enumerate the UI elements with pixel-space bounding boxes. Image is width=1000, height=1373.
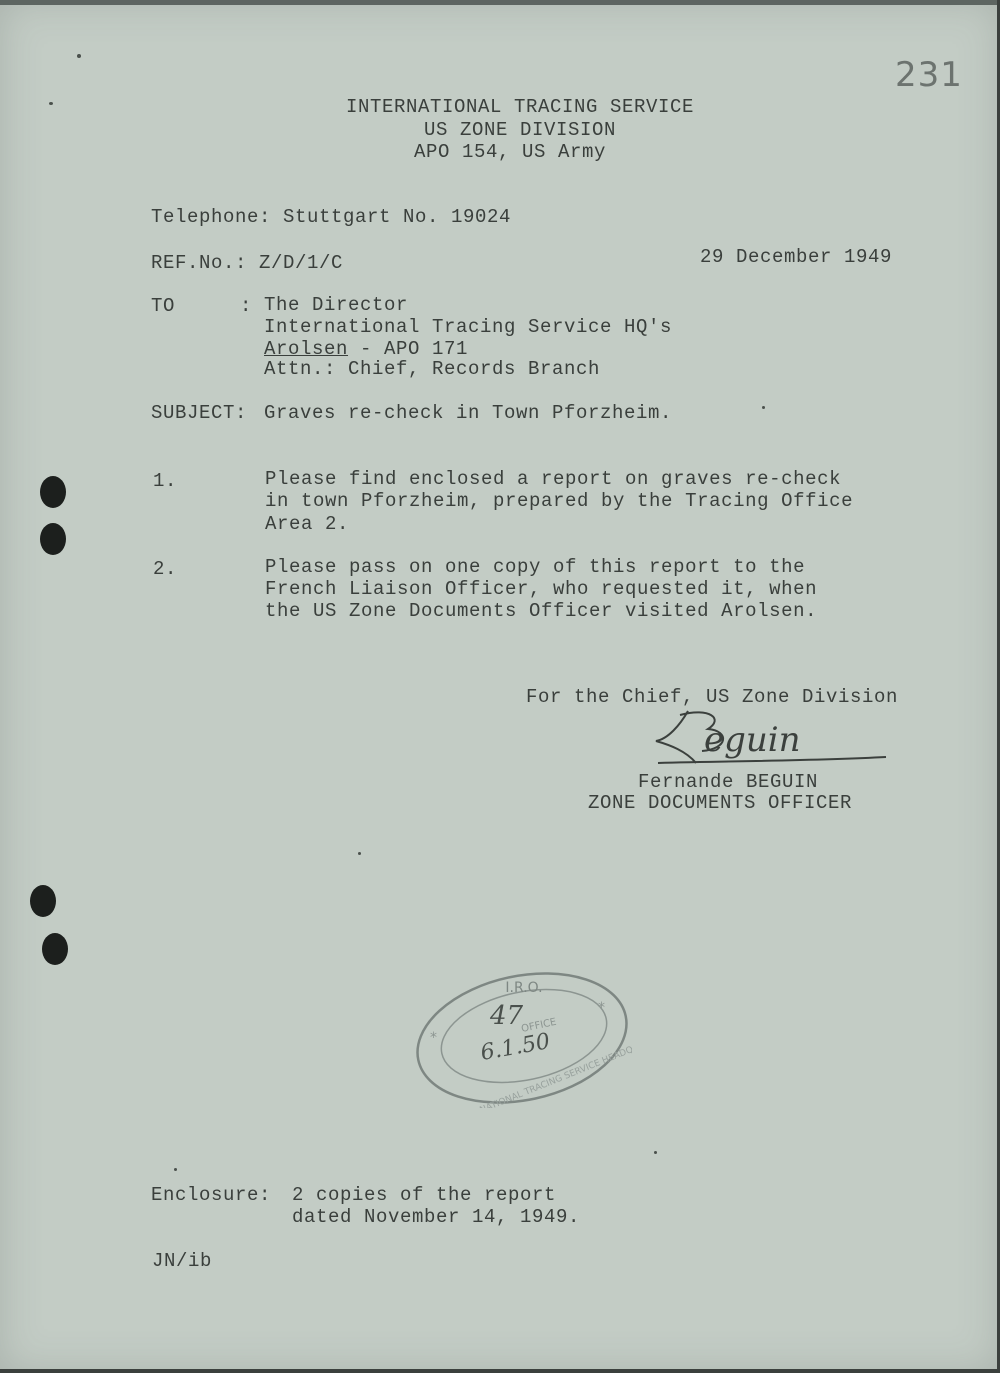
enclosure-label: Enclosure:: [151, 1184, 272, 1206]
speck: [174, 1168, 177, 1171]
enclosure-line-2: dated November 14, 1949.: [292, 1206, 581, 1228]
paragraph-line: Area 2.: [265, 513, 350, 535]
punch-hole: [30, 885, 56, 917]
paragraph-line: Please find enclosed a report on graves re-check: [265, 468, 842, 490]
reference-number: REF.No.: Z/D/1/C: [151, 252, 344, 274]
stamp-office-text: OFFICE: [520, 1016, 558, 1035]
closing-for-line: For the Chief, US Zone Division: [526, 686, 899, 708]
stamp-ring-text: INTERNATIONAL TRACING SERVICE HEADQUARTERS: [453, 1029, 632, 1108]
speck: [49, 102, 53, 105]
to-colon: :: [240, 295, 253, 317]
addressee-line-3: [264, 338, 468, 360]
addressee-line-2: International Tracing Service HQ's: [264, 316, 673, 338]
speck: [77, 54, 81, 58]
stamp-handwritten-date: 6.1.50: [478, 1029, 552, 1066]
addressee-apo: - APO 171: [348, 338, 469, 360]
speck: [654, 1151, 657, 1154]
punch-hole: [40, 476, 66, 508]
speck: [358, 852, 361, 855]
signatory-title: ZONE DOCUMENTS OFFICER: [588, 792, 853, 814]
subject-label: SUBJECT:: [151, 402, 248, 424]
header-line-1: INTERNATIONAL TRACING SERVICE: [345, 96, 695, 118]
typist-initials: JN/ib: [152, 1250, 213, 1272]
paragraph-line: in town Pforzheim, prepared by the Tracing Office: [265, 490, 854, 512]
svg-text:*: *: [598, 1000, 605, 1016]
paragraph-line: Please pass on one copy of this report to the: [265, 556, 806, 578]
signatory-name: Fernande BEGUIN: [638, 771, 819, 793]
scan-edge-top: [0, 0, 1000, 5]
paragraph-line: the US Zone Documents Officer visited Arolsen.: [265, 600, 818, 622]
punch-hole: [42, 933, 68, 965]
addressee-line-1: The Director: [264, 294, 409, 316]
telephone-line: Telephone: Stuttgart No. 19024: [151, 206, 512, 228]
addressee-line-4: Attn.: Chief, Records Branch: [264, 358, 601, 380]
paragraph-number: 1.: [153, 470, 178, 492]
addressee-city: Arolsen: [264, 338, 349, 360]
svg-text:eguin: eguin: [704, 720, 801, 760]
speck: [762, 406, 765, 409]
header-line-2: US ZONE DIVISION: [423, 119, 617, 141]
stamp-handwritten-number: 47: [490, 1001, 524, 1031]
paragraph-line: French Liaison Officer, who requested it, when: [265, 578, 818, 600]
stamp-top-text: I.R.O.: [505, 980, 543, 996]
letter-date: 29 December 1949: [700, 246, 893, 268]
received-stamp: [410, 968, 632, 1108]
scan-edge-bottom: [0, 1369, 1000, 1373]
to-label: TO: [151, 295, 176, 317]
paragraph-number: 2.: [153, 558, 178, 580]
subject-text: Graves re-check in Town Pforzheim.: [264, 402, 673, 424]
enclosure-line-1: 2 copies of the report: [292, 1184, 557, 1206]
punch-hole: [40, 523, 66, 555]
handwritten-signature: [650, 705, 890, 775]
page-number: 231: [895, 55, 963, 95]
header-line-3: APO 154, US Army: [413, 141, 607, 163]
svg-text:*: *: [430, 1030, 437, 1046]
